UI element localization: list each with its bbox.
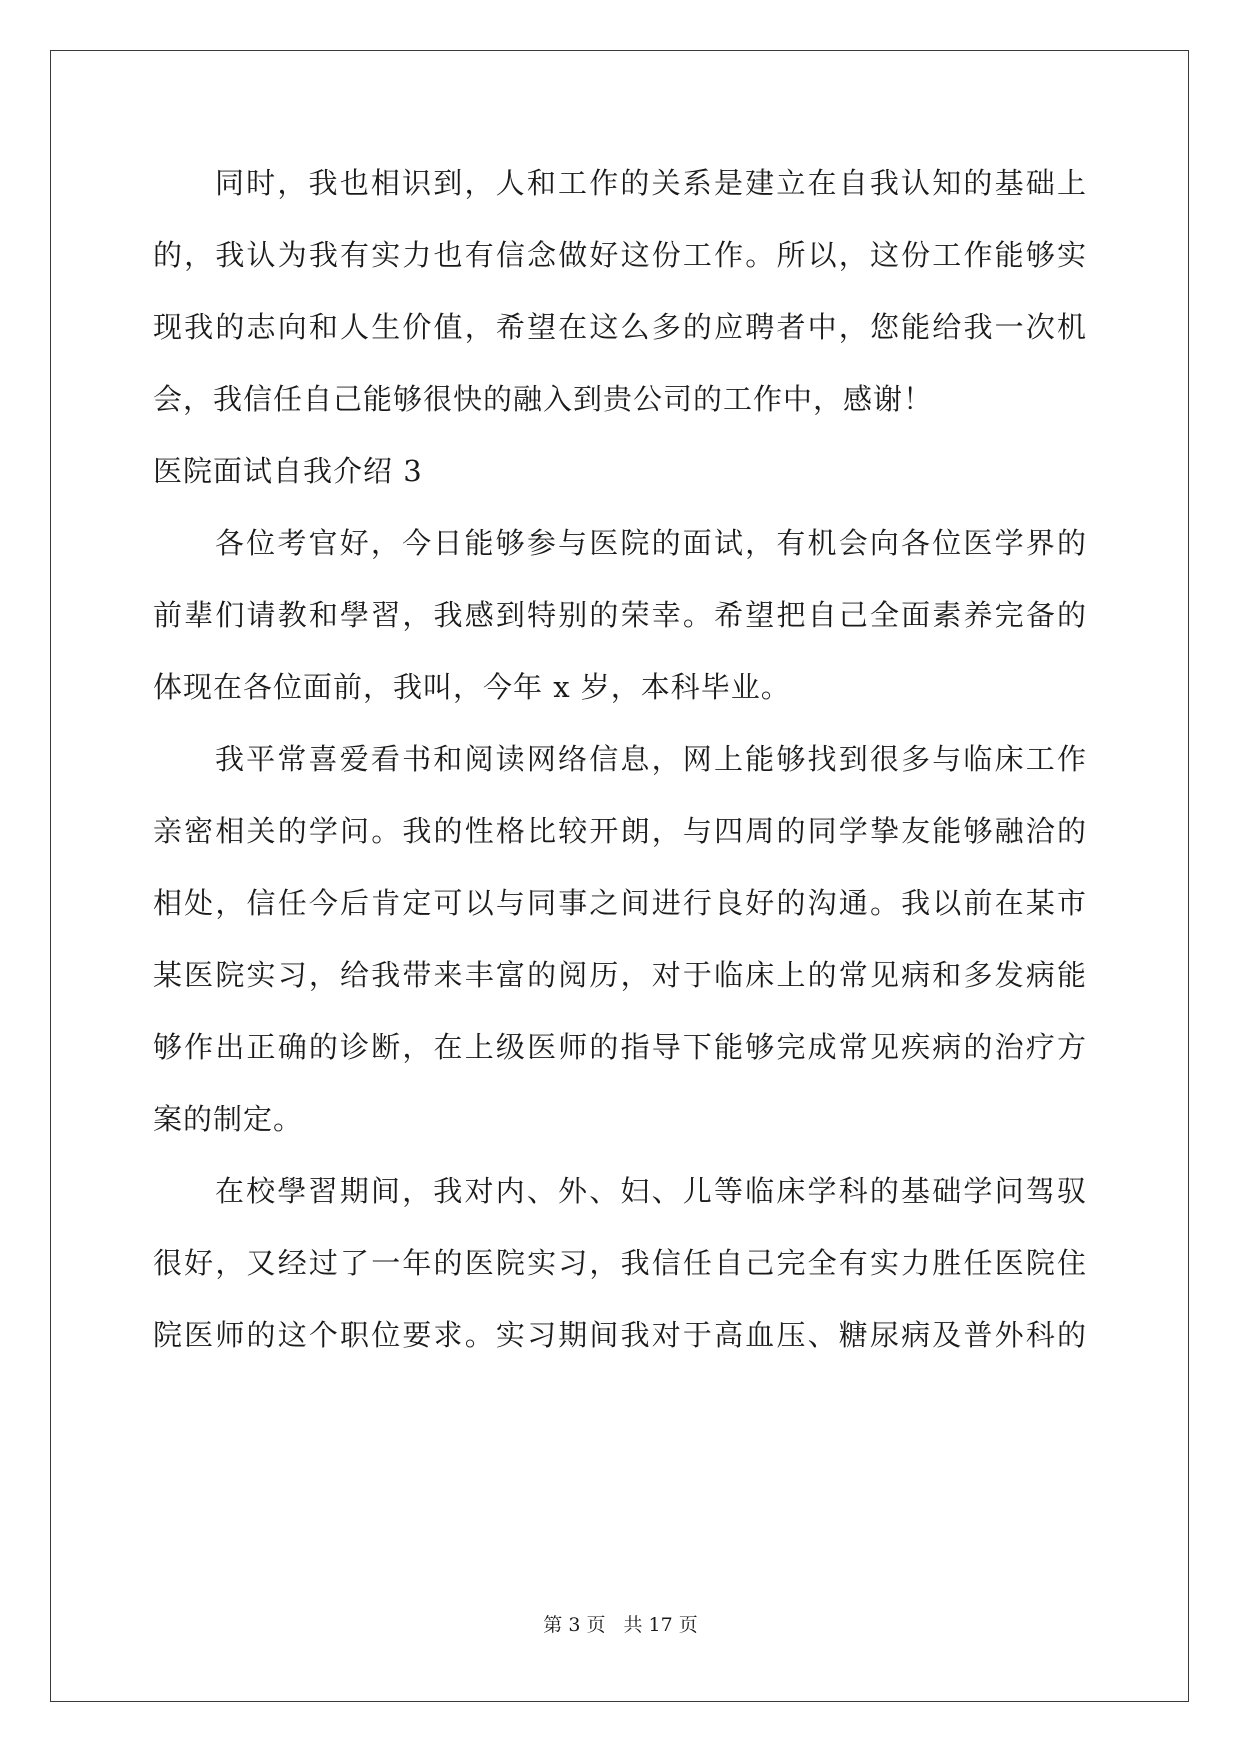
section-heading: 医院面试自我介绍 3 (153, 454, 423, 488)
page-total: 共 17 页 (623, 1614, 698, 1636)
paragraph-4-line-2: 很好，又经过了一年的医院实习，我信任自己完全有实力胜任医院住 (153, 1246, 1087, 1280)
paragraph-4-line-3: 院医师的这个职位要求。实习期间我对于高血压、糖尿病及普外科的 (153, 1318, 1087, 1352)
paragraph-3-line-2: 亲密相关的学问。我的性格比较开朗，与四周的同学挚友能够融洽的 (153, 814, 1087, 848)
paragraph-1-line-1: 同时，我也相识到，人和工作的关系是建立在自我认知的基础上 (215, 166, 1087, 200)
paragraph-2-line-3: 体现在各位面前，我叫，今年 x 岁，本科毕业。 (153, 670, 791, 704)
paragraph-3-line-5: 够作出正确的诊断，在上级医师的指导下能够完成常见疾病的治疗方 (153, 1030, 1087, 1064)
paragraph-3-line-4: 某医院实习，给我带来丰富的阅历，对于临床上的常见病和多发病能 (153, 958, 1087, 992)
paragraph-3-line-6: 案的制定。 (153, 1102, 304, 1136)
paragraph-1-line-3: 现我的志向和人生价值，希望在这么多的应聘者中，您能给我一次机 (153, 310, 1087, 344)
paragraph-1-line-4: 会，我信任自己能够很快的融入到贵公司的工作中，感谢！ (153, 382, 934, 416)
paragraph-3-line-1: 我平常喜爱看书和阅读网络信息，网上能够找到很多与临床工作 (215, 742, 1087, 776)
page-number: 第 3 页 (543, 1614, 606, 1636)
paragraph-4-line-1: 在校學習期间，我对内、外、妇、儿等临床学科的基础学问驾驭 (215, 1174, 1087, 1208)
paragraph-2-line-2: 前辈们请教和學習，我感到特别的荣幸。希望把自己全面素养完备的 (153, 598, 1087, 632)
paragraph-2-line-1: 各位考官好，今日能够参与医院的面试，有机会向各位医学界的 (215, 526, 1087, 560)
page-footer (0, 1613, 1241, 1637)
paragraph-3-line-3: 相处，信任今后肯定可以与同事之间进行良好的沟通。我以前在某市 (153, 886, 1087, 920)
paragraph-1-line-2: 的，我认为我有实力也有信念做好这份工作。所以，这份工作能够实 (153, 238, 1087, 272)
page-border (50, 50, 1189, 1702)
